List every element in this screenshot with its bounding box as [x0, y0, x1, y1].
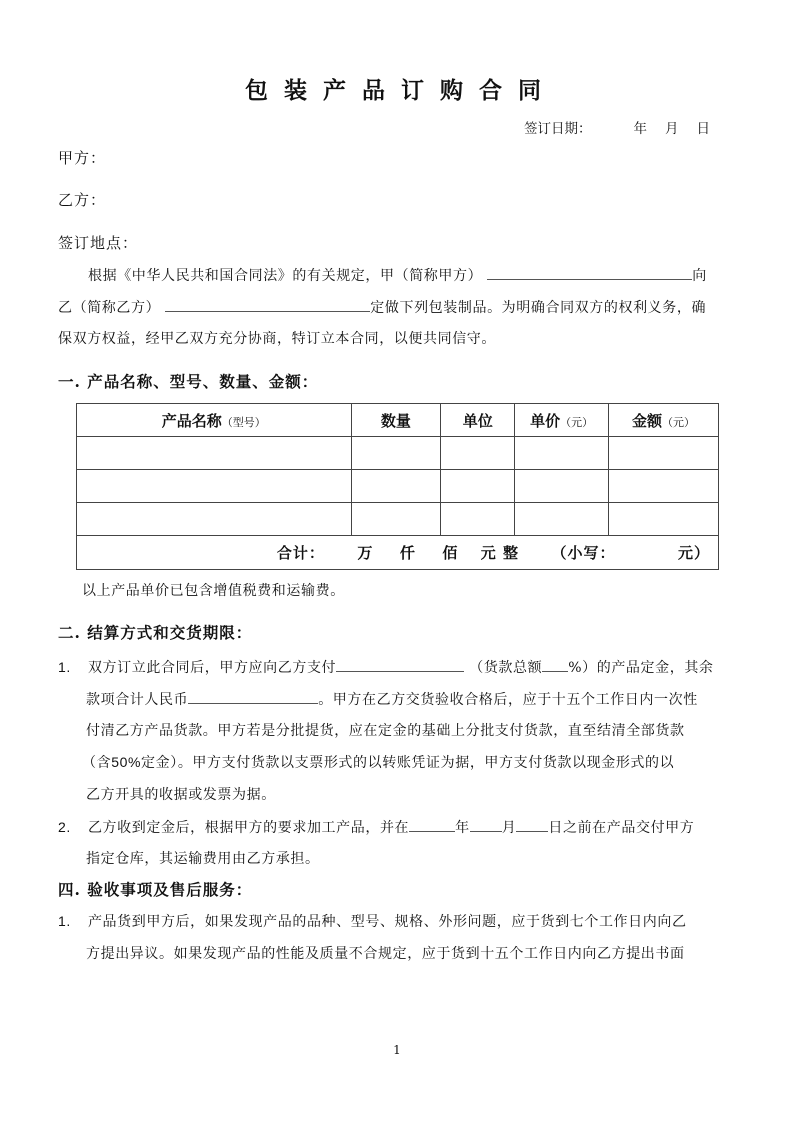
clause-text: 月 [501, 820, 517, 836]
sign-date-month: 月 [665, 121, 679, 137]
header-unit-price: 单价（元） [515, 404, 609, 437]
cell-unit[interactable] [441, 470, 515, 503]
s2-item2-line1 [58, 816, 694, 837]
s2-item1-line5: 乙方开具的收据或发票为据。 [86, 787, 276, 803]
section-1-heading: 一. 产品名称、型号、数量、金额： [58, 372, 319, 391]
section-2-heading: 二. 结算方式和交货期限： [58, 623, 253, 642]
cell-amount[interactable] [609, 470, 719, 503]
total-lowercase-close: 元） [677, 544, 710, 562]
delivery-year-blank[interactable] [409, 816, 455, 832]
clause-text: 双方订立此合同后，甲方应向乙方支付 [87, 660, 337, 676]
deposit-amount-blank[interactable] [336, 656, 464, 672]
deposit-percent-value: 50% [111, 754, 142, 770]
total-row [77, 536, 719, 570]
clause-text: 款项合计人民币 [86, 692, 189, 708]
clause-text: 乙方收到定金后，根据甲方的要求加工产品，并在 [87, 820, 410, 836]
total-cell [77, 536, 719, 570]
cell-amount[interactable] [609, 437, 719, 470]
intro-text: 向 [692, 268, 707, 284]
total-label: 合计： [276, 544, 325, 562]
clause-text: 。甲方在乙方交货验收合格后，应于十五个工作日内一次性 [318, 692, 698, 708]
deposit-percent-blank[interactable] [542, 656, 568, 672]
total-yuan-zheng: 元 整 [480, 544, 520, 562]
cell-product-name[interactable] [77, 503, 352, 536]
header-quantity: 数量 [351, 404, 441, 437]
sign-date-label: 签订日期： [524, 121, 592, 137]
cell-quantity[interactable] [351, 437, 441, 470]
clause-text: 定金）。甲方支付货款以支票形式的以转账凭证为据，甲方支付货款以现金形式的以 [141, 755, 675, 771]
intro-text: 根据《中华人民共和国合同法》的有关规定，甲（简称甲方） [88, 268, 483, 284]
cell-amount[interactable] [609, 503, 719, 536]
header-amount: 金额（元） [609, 404, 719, 437]
delivery-month-blank[interactable] [470, 816, 502, 832]
cell-quantity[interactable] [351, 470, 441, 503]
cell-unit-price[interactable] [515, 437, 609, 470]
product-table [76, 403, 719, 570]
s2-item2-line2: 指定仓库，其运输费用由乙方承担。 [86, 851, 320, 867]
s2-item1-line1 [58, 656, 714, 677]
list-number: 1. [58, 659, 71, 675]
clause-text: （含 [82, 755, 112, 771]
delivery-day-blank[interactable] [516, 816, 548, 832]
total-lowercase-open: （小写： [551, 544, 616, 562]
intro-text: 乙（简称乙方） [58, 300, 161, 316]
document-title: 包装产品订购合同 [245, 77, 557, 104]
table-row [77, 470, 719, 503]
clause-text: 产品货到甲方后，如果发现产品的品种、型号、规格、外形问题，应于货到七个工作日内向乙 [87, 914, 687, 930]
price-note: 以上产品单价已包含增值税费和运输费。 [82, 583, 345, 599]
total-wan: 万 [357, 544, 374, 562]
party-a-label: 甲方： [58, 149, 107, 167]
cell-unit[interactable] [441, 437, 515, 470]
balance-amount-blank[interactable] [188, 688, 318, 704]
s2-item1-line4 [82, 752, 674, 772]
clause-text: %）的产品定金，其余 [568, 660, 714, 676]
header-unit: 单位 [441, 404, 515, 437]
section-4-heading: 四. 验收事项及售后服务： [58, 880, 253, 899]
list-number: 1. [58, 913, 71, 929]
clause-text: （货款总额 [469, 660, 543, 676]
table-row [77, 437, 719, 470]
party-a-name-blank[interactable] [487, 264, 692, 280]
intro-line-1 [88, 264, 707, 285]
s4-item1-line2: 方提出异议。如果发现产品的性能及质量不合规定，应于货到十五个工作日内向乙方提出书面 [86, 946, 685, 962]
clause-text: 日之前在产品交付甲方 [548, 820, 695, 836]
s2-item1-line2 [86, 688, 698, 709]
s4-item1-line1 [58, 911, 687, 931]
table-row [77, 503, 719, 536]
cell-unit-price[interactable] [515, 503, 609, 536]
header-product-name: 产品名称（型号） [77, 404, 352, 437]
cell-unit-price[interactable] [515, 470, 609, 503]
intro-text: 定做下列包装制品。为明确合同双方的权利义务，确 [370, 300, 707, 316]
table-header-row [77, 404, 719, 437]
total-bai: 佰 [442, 544, 459, 562]
clause-text: 年 [455, 820, 470, 836]
sign-date [524, 117, 710, 137]
s2-item1-line3: 付清乙方产品货款。甲方若是分批提货，应在定金的基础上分批支付货款，直至结清全部货款 [86, 723, 685, 739]
sign-place-label: 签订地点： [58, 234, 139, 252]
intro-line-3: 保双方权益，经甲乙双方充分协商，特订立本合同，以便共同信守。 [58, 331, 496, 347]
page-number: 1 [393, 1043, 401, 1057]
list-number: 2. [58, 819, 71, 835]
party-b-name-blank[interactable] [165, 296, 370, 312]
cell-quantity[interactable] [351, 503, 441, 536]
sign-date-year: 年 [633, 121, 647, 137]
cell-product-name[interactable] [77, 470, 352, 503]
party-b-label: 乙方： [58, 191, 107, 209]
cell-unit[interactable] [441, 503, 515, 536]
total-qian: 仟 [399, 544, 416, 562]
sign-date-day: 日 [696, 121, 710, 137]
cell-product-name[interactable] [77, 437, 352, 470]
intro-line-2 [58, 296, 706, 317]
